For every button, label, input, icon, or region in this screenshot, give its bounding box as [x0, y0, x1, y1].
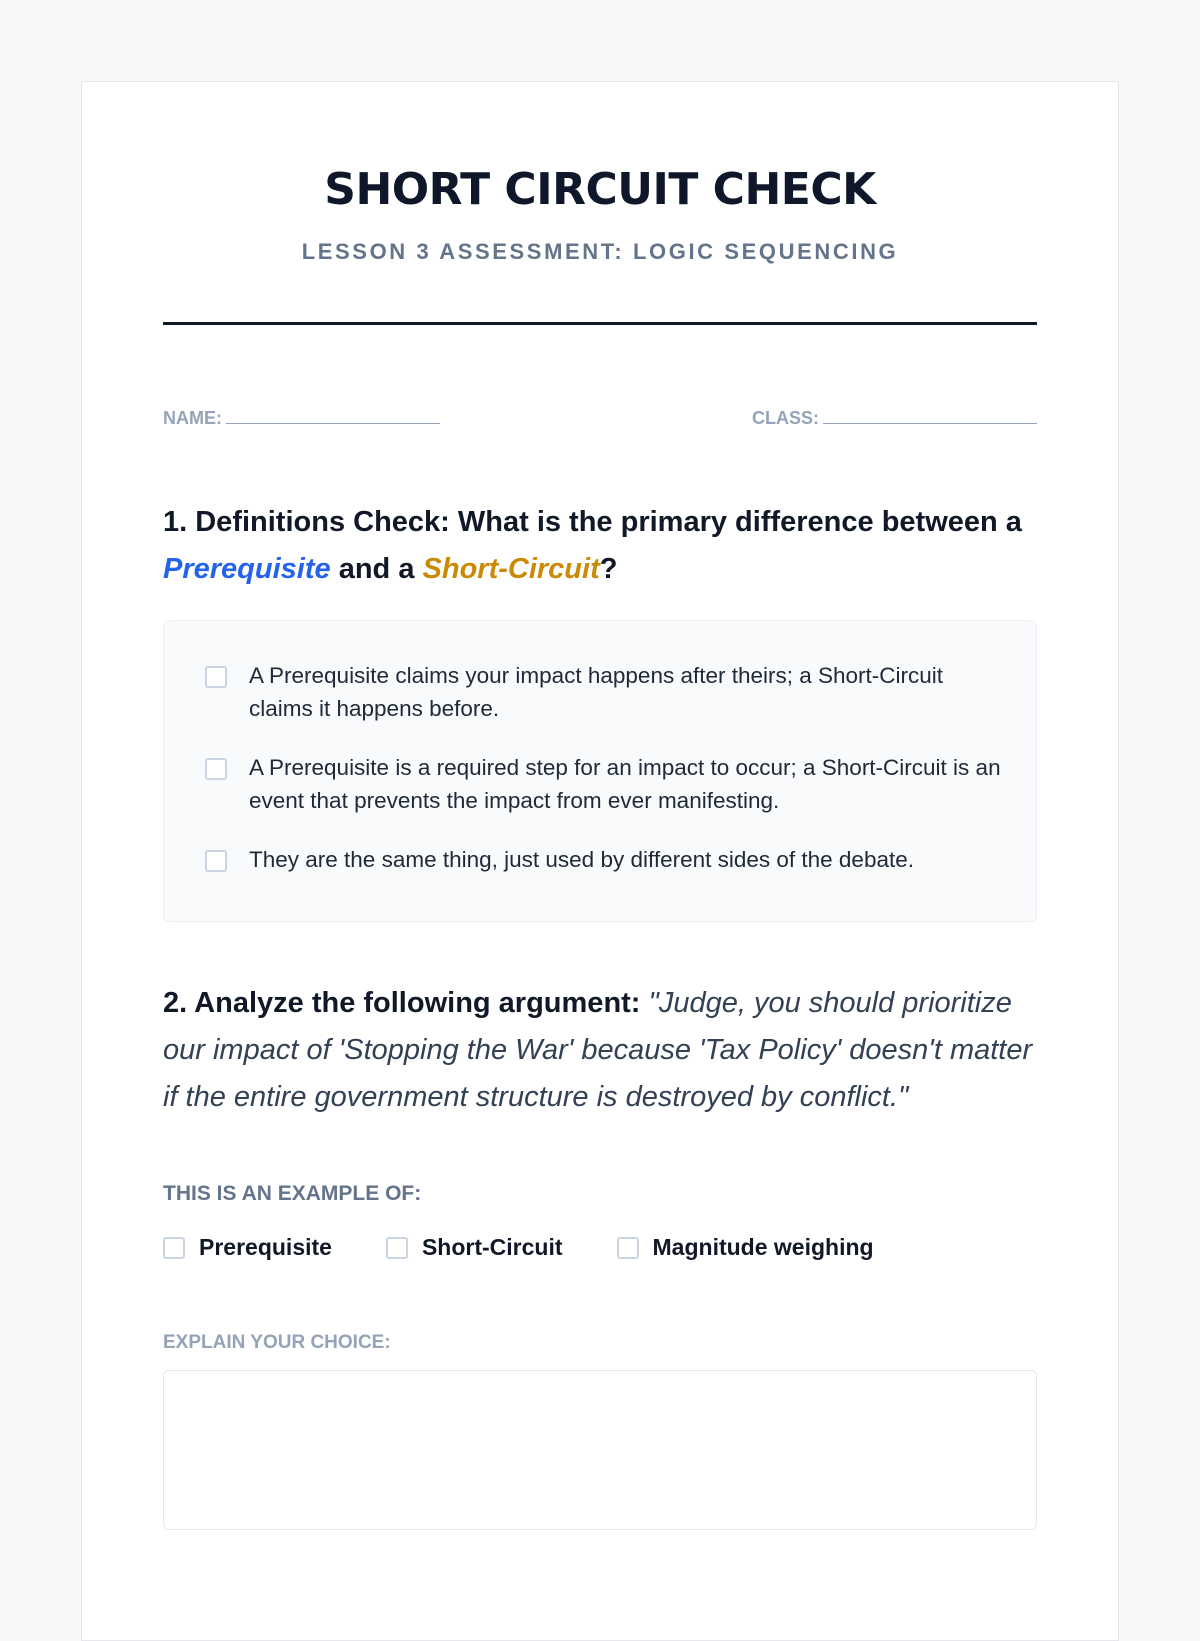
choice-short-circuit[interactable]: [386, 1234, 563, 1261]
page-subtitle: LESSON 3 ASSESSMENT: LOGIC SEQUENCING: [301, 239, 899, 264]
choice-prerequisite[interactable]: [163, 1234, 332, 1261]
class-field[interactable]: [752, 408, 1037, 429]
name-blank-line[interactable]: [226, 409, 440, 424]
example-of-label: THIS IS AN EXAMPLE OF:: [163, 1182, 422, 1205]
question-1-options: [163, 620, 1037, 922]
choice-magnitude-weighing-label: Magnitude weighing: [652, 1234, 874, 1260]
name-label: NAME:: [163, 408, 222, 428]
option-1-text: A Prerequisite claims your impact happens after theirs; a Short-Circuit claims it happens before.: [249, 663, 944, 721]
option-3-text: They are the same thing, just used by different sides of the debate.: [249, 847, 914, 872]
explanation-textbox[interactable]: [163, 1370, 1037, 1530]
option-2-checkbox[interactable]: [205, 758, 227, 780]
name-field[interactable]: [163, 408, 440, 429]
question-1-prompt: [163, 499, 1037, 593]
option-1[interactable]: [205, 659, 1006, 725]
choice-short-circuit-checkbox[interactable]: [386, 1237, 408, 1259]
page-title: SHORT CIRCUIT CHECK: [324, 164, 876, 215]
worksheet-page: [81, 81, 1119, 1641]
question-1-connector: and a: [338, 553, 415, 585]
explain-label: EXPLAIN YOUR CHOICE:: [163, 1332, 391, 1353]
class-blank-line[interactable]: [823, 409, 1037, 424]
question-1-suffix: ?: [599, 553, 618, 585]
option-1-checkbox[interactable]: [205, 666, 227, 688]
choice-magnitude-weighing[interactable]: [617, 1234, 874, 1261]
question-2-prompt: [163, 980, 1037, 1121]
choice-prerequisite-checkbox[interactable]: [163, 1237, 185, 1259]
choice-prerequisite-label: Prerequisite: [199, 1234, 332, 1260]
term-prerequisite: Prerequisite: [163, 553, 331, 585]
question-2-choices: [163, 1234, 928, 1261]
class-label: CLASS:: [752, 408, 819, 428]
option-3-checkbox[interactable]: [205, 850, 227, 872]
choice-short-circuit-label: Short-Circuit: [421, 1234, 563, 1260]
option-2-text: A Prerequisite is a required step for an impact to occur; a Short-Circuit is an event that prevents the impact from ever manifesting.: [249, 755, 1001, 813]
student-info-row: [163, 408, 1037, 429]
question-1-prefix: 1. Definitions Check: What is the primary difference between a: [163, 506, 1022, 538]
option-3[interactable]: [205, 843, 1006, 876]
question-2-quote: "Judge, you should prioritize our impact of 'Stopping the War' because 'Tax Policy' doesn't matter if the entire government structure is destroyed by conflict.": [163, 987, 1033, 1113]
title-divider: [163, 322, 1037, 325]
option-2[interactable]: [205, 751, 1006, 817]
term-short-circuit: Short-Circuit: [422, 553, 600, 585]
choice-magnitude-weighing-checkbox[interactable]: [617, 1237, 639, 1259]
question-2-lead: 2. Analyze the following argument:: [163, 987, 641, 1019]
